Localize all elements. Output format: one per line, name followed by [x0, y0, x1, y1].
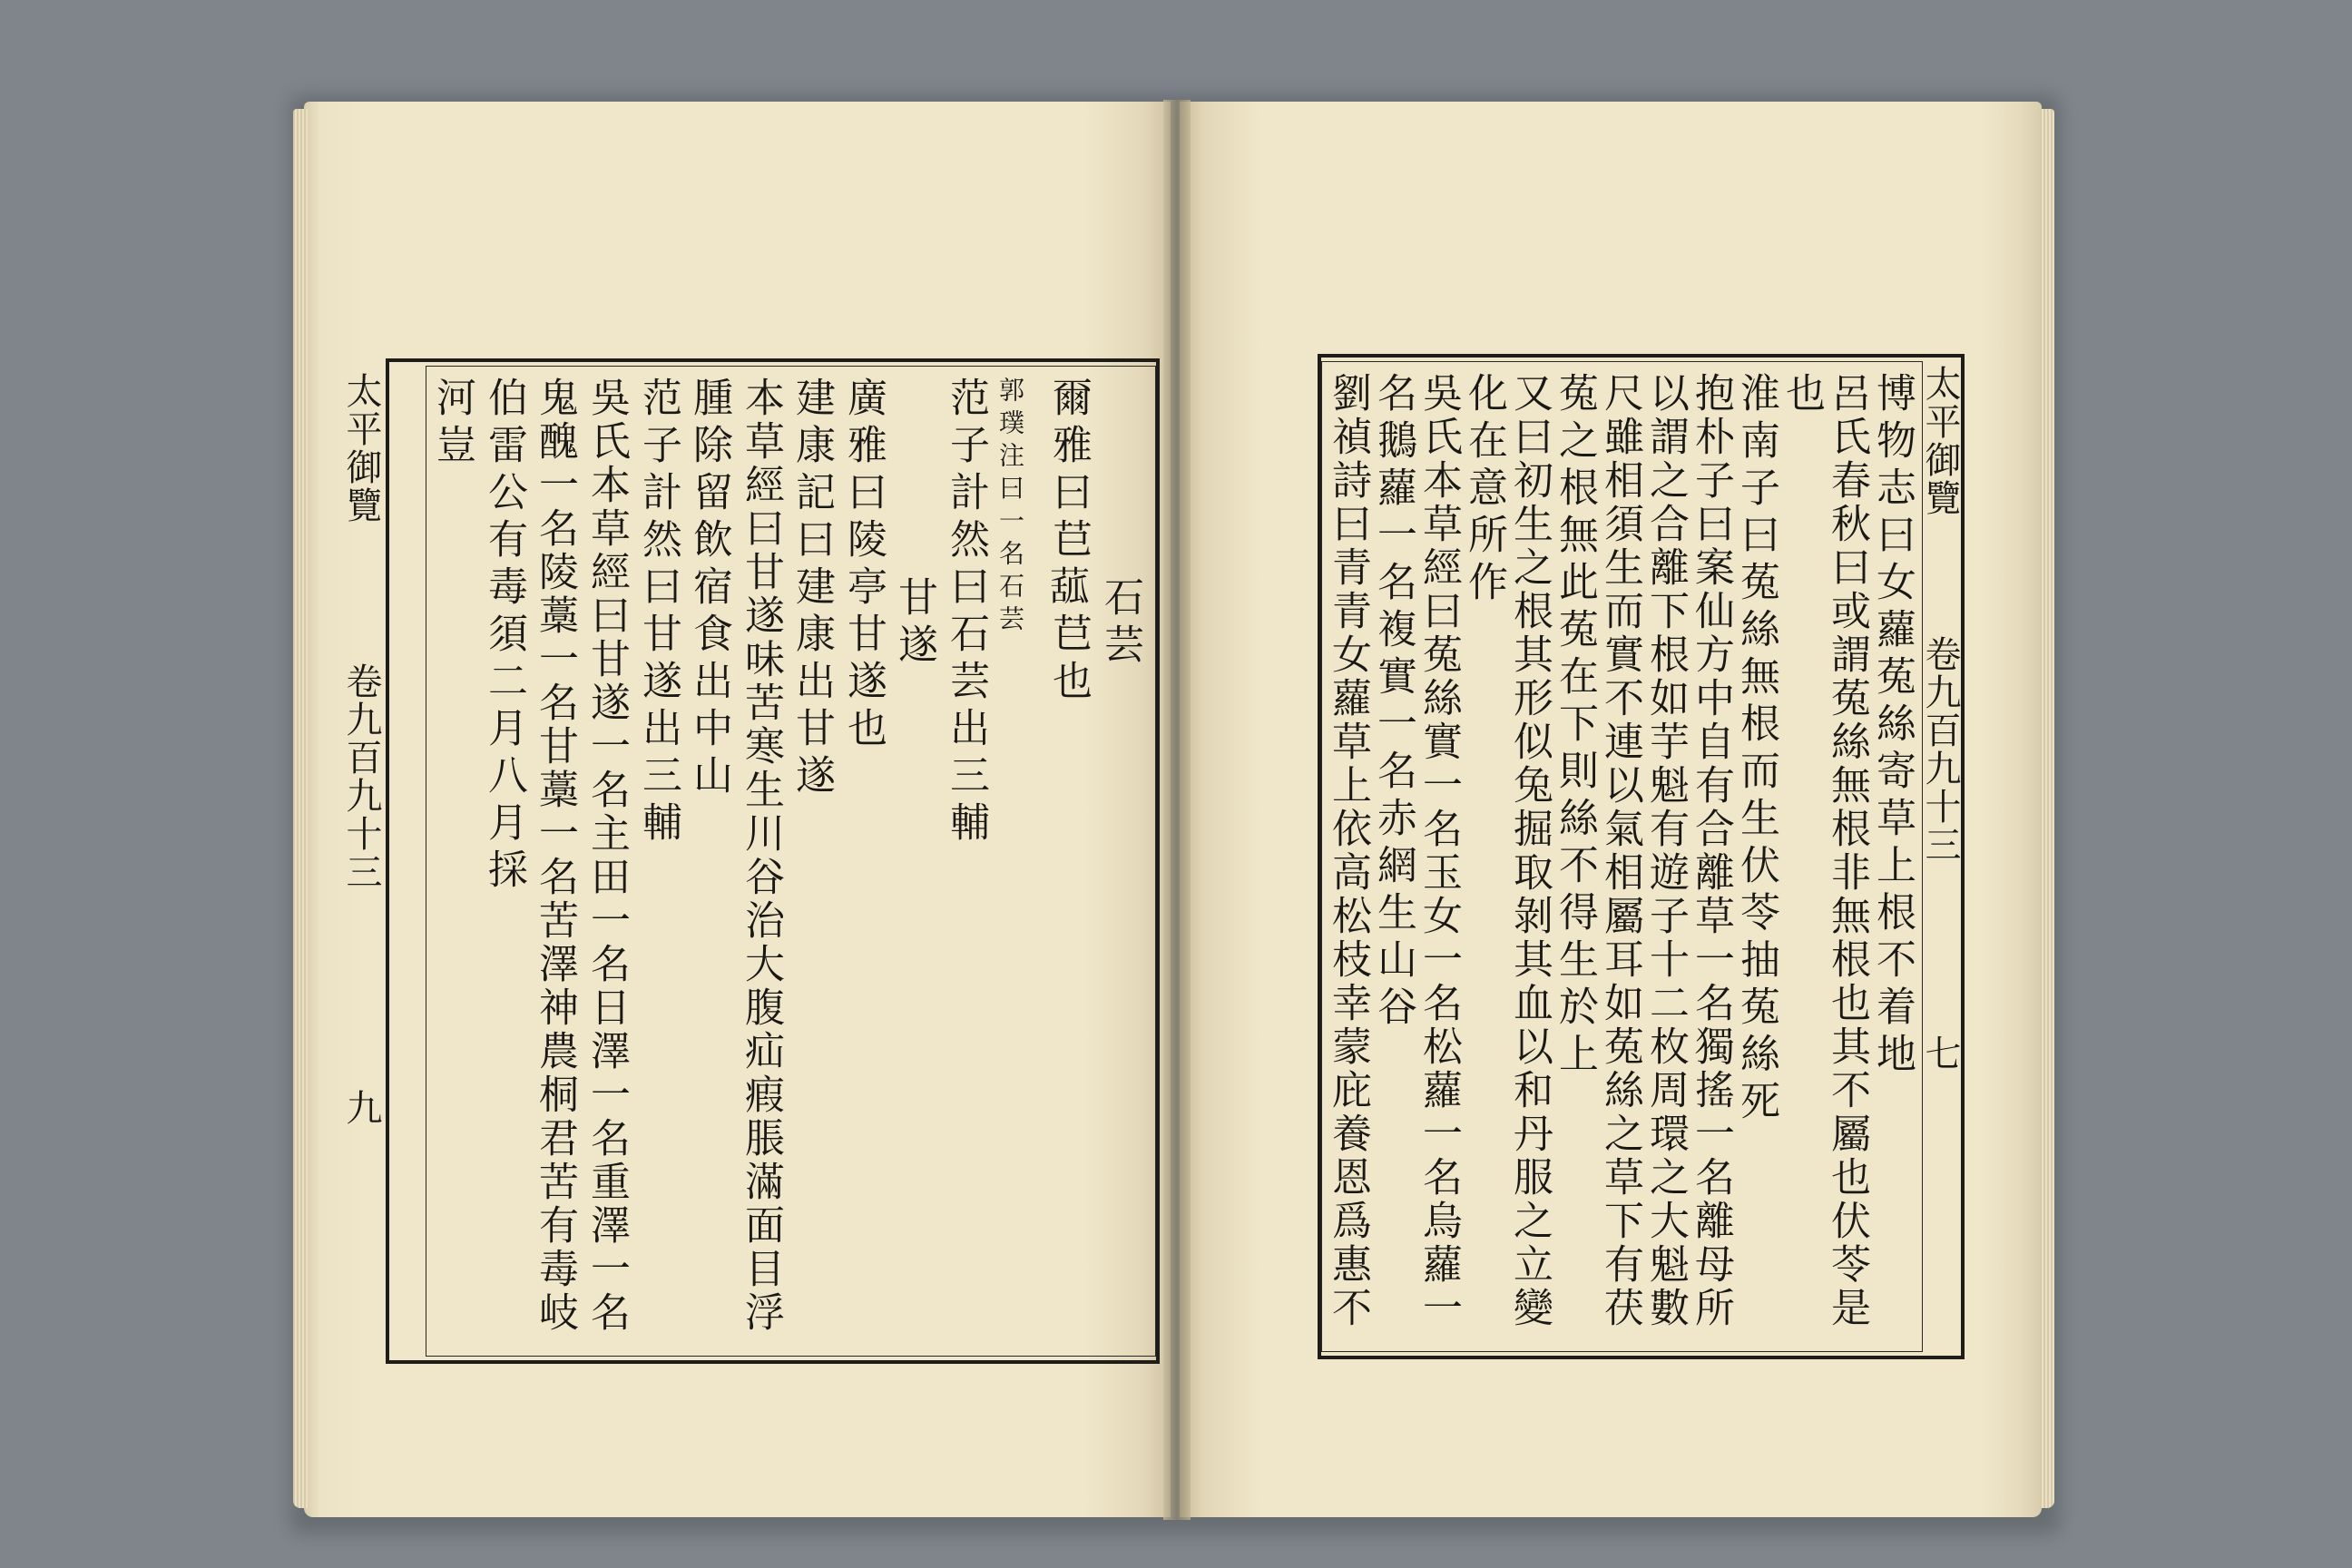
- right-header-title: 太平御覽: [1919, 365, 1961, 517]
- left-col-auto-3: 范子計然曰石芸出三輔: [943, 377, 989, 848]
- right-col-auto-9: 化在意所作: [1461, 372, 1507, 608]
- right-col-auto-11: 名鵝蘿一名複實一名赤網生山谷: [1370, 372, 1416, 1033]
- left-col-auto-13: 河豈: [429, 377, 475, 471]
- left-col-auto-7: 本草經曰甘遂味苦寒生川谷治大腹疝瘕脹滿面目浮: [738, 377, 784, 1335]
- right-col-auto-4: 抱朴子曰案仙方中自有合離草一名獨搖一名離母所: [1688, 372, 1734, 1330]
- right-col-auto-10: 吳氏本草經曰菟絲實一名玉女一名松蘿一名烏蘿一: [1416, 372, 1462, 1330]
- right-col-auto-1: 呂氏春秋曰或謂菟絲無根非無根也其不屬也伏苓是: [1824, 372, 1870, 1330]
- right-col-auto-6: 尺雖相須生而實不連以氣相屬耳如菟絲之草下有茯: [1597, 372, 1643, 1330]
- right-col-auto-0: 博物志曰女蘿菟絲寄草上根不着地: [1869, 372, 1916, 1080]
- right-col-auto-7: 菟之根無此菟在下則絲不得生於上: [1552, 372, 1598, 1080]
- right-col-auto-3: 淮南子曰菟絲無根而生伏苓抽菟絲死: [1733, 372, 1779, 1127]
- left-col-auto-12: 伯雷公有毒須二月八月採: [481, 377, 527, 896]
- right-header-folio: 七: [1919, 1034, 1961, 1073]
- left-header-folio: 九: [340, 1089, 382, 1127]
- left-col-auto-4: 甘遂: [891, 576, 937, 671]
- right-col-auto-5: 以謂之合離下根如芋魁有遊子十二枚周環之大魁數: [1642, 372, 1689, 1330]
- left-col-auto-6: 建康記曰建康出甘遂: [789, 377, 835, 801]
- left-col-auto-10: 吳氏本草經曰甘遂一名主田一名日澤一名重澤一名: [583, 377, 630, 1335]
- left-col-auto-8: 腫除留飲宿食出中山: [686, 377, 732, 801]
- left-col-auto-2: 郭璞注曰一名石芸: [995, 377, 1025, 638]
- left-header-section: 卷九百九十三: [340, 662, 382, 891]
- right-col-auto-8: 又曰初生之根其形似兔掘取剝其血以和丹服之立變: [1506, 372, 1553, 1330]
- left-col-auto-5: 廣雅曰陵亭甘遂也: [840, 377, 887, 754]
- left-header-title: 太平御覽: [340, 372, 382, 524]
- right-col-auto-2: 也: [1779, 372, 1825, 419]
- right-header-section: 卷九百九十三: [1919, 635, 1961, 864]
- left-col-auto-9: 范子計然曰甘遂出三輔: [635, 377, 681, 848]
- book-gutter: [1163, 100, 1191, 1520]
- right-col-auto-12: 劉禎詩曰青青女蘿草上依高松枝幸蒙庇養恩爲惠不: [1325, 372, 1371, 1330]
- left-col-auto-11: 鬼醜一名陵藁一名甘藁一名苦澤神農桐君苦有毒岐: [532, 377, 578, 1335]
- left-col-auto-0: 石芸: [1097, 576, 1143, 671]
- left-col-auto-1: 爾雅曰𦬊𦸈𦬊也: [1045, 377, 1092, 707]
